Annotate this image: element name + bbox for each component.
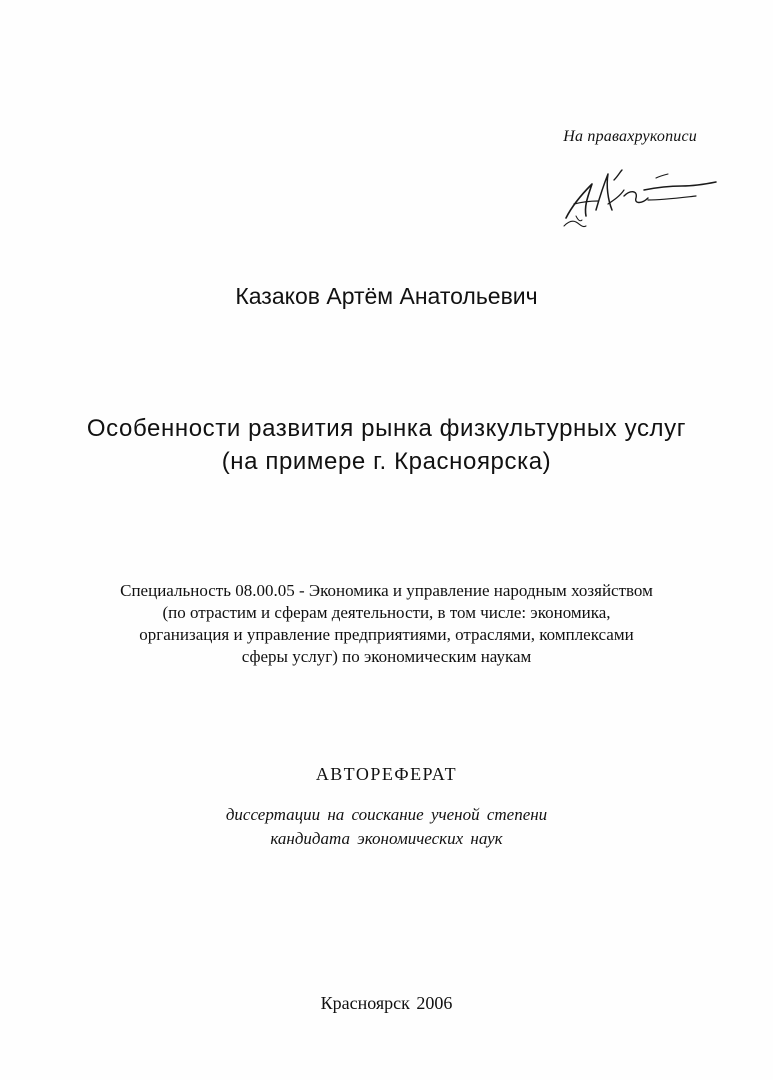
specialty-description (0, 580, 773, 668)
degree-line: кандидата экономических наук (270, 829, 503, 848)
title-subline: (на примере г. Красноярска) (221, 448, 552, 475)
document-type-heading: АВТОРЕФЕРАТ (315, 764, 458, 784)
specialty-line: Специальность 08.00.05 - Экономика и управление народным хозяйством (120, 581, 653, 600)
manuscript-rights-note: На правахрукописи (563, 128, 697, 145)
dissertation-title (0, 412, 773, 478)
author-name: Казаков Артём Анатольевич (235, 283, 538, 309)
degree-line: диссертации на соискание ученой степени (225, 805, 548, 824)
specialty-line: сферы услуг) по экономическим наукам (241, 647, 532, 666)
city-and-year: Красноярск 2006 (320, 993, 453, 1013)
title-line: Особенности развития рынка физкультурных услуг (86, 415, 687, 442)
handwritten-signature (556, 160, 720, 232)
degree-description (0, 803, 773, 851)
specialty-line: (по отрастим и сферам деятельности, в том числе: экономика, (162, 603, 611, 622)
specialty-line: организация и управление предприятиями, отраслями, комплексами (139, 625, 634, 644)
